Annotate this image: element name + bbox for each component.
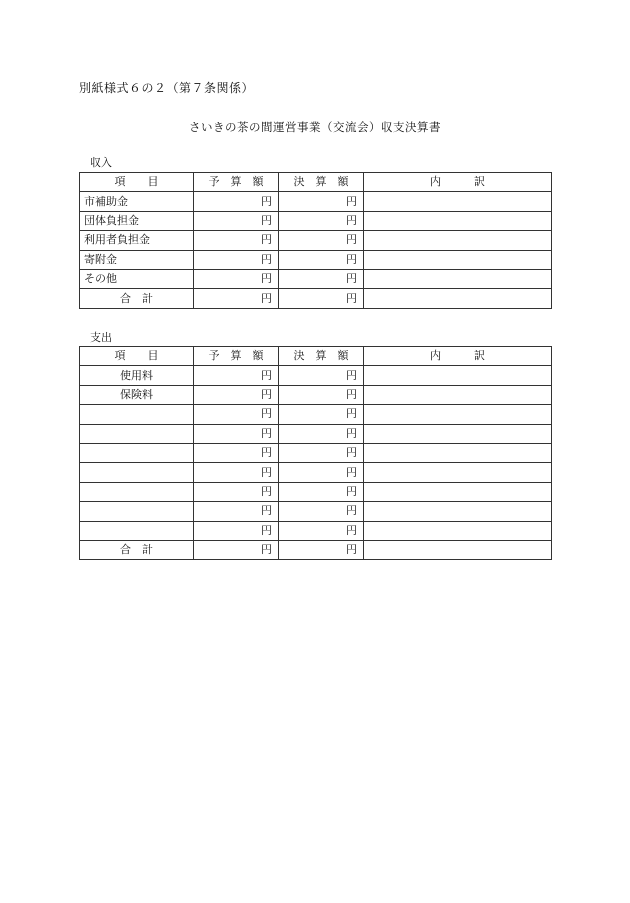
income-header-row xyxy=(80,173,552,192)
income-item: その他 xyxy=(80,269,194,288)
expense-budget: 円 xyxy=(194,443,279,462)
expense-budget: 円 xyxy=(194,463,279,482)
expense-budget: 円 xyxy=(194,405,279,424)
income-table xyxy=(79,172,552,309)
income-item: 利用者負担金 xyxy=(80,231,194,250)
expense-detail xyxy=(364,463,552,482)
income-settlement: 円 xyxy=(279,269,364,288)
expense-total-detail xyxy=(364,540,552,559)
income-budget: 円 xyxy=(194,269,279,288)
expense-item: 使用料 xyxy=(80,366,194,385)
header-budget: 予 算 額 xyxy=(194,347,279,366)
expense-header-row xyxy=(80,347,552,366)
income-section-label: 収入 xyxy=(90,156,112,169)
income-item: 寄附金 xyxy=(80,250,194,269)
expense-total-settlement: 円 xyxy=(279,540,364,559)
expense-settlement: 円 xyxy=(279,405,364,424)
income-detail xyxy=(364,269,552,288)
expense-detail xyxy=(364,482,552,501)
header-item: 項 目 xyxy=(80,173,194,192)
expense-budget: 円 xyxy=(194,521,279,540)
expense-settlement: 円 xyxy=(279,502,364,521)
income-detail xyxy=(364,231,552,250)
income-row xyxy=(80,211,552,230)
expense-total-budget: 円 xyxy=(194,540,279,559)
expense-row xyxy=(80,482,552,501)
income-item: 市補助金 xyxy=(80,192,194,211)
income-total-detail xyxy=(364,289,552,308)
expense-settlement: 円 xyxy=(279,482,364,501)
expense-budget: 円 xyxy=(194,366,279,385)
header-settlement: 決 算 額 xyxy=(279,173,364,192)
expense-budget: 円 xyxy=(194,502,279,521)
expense-row xyxy=(80,424,552,443)
expense-row xyxy=(80,521,552,540)
form-number: 別紙様式６の２（第７条関係） xyxy=(79,81,255,95)
income-row xyxy=(80,192,552,211)
income-budget: 円 xyxy=(194,231,279,250)
expense-table xyxy=(79,346,552,560)
income-row xyxy=(80,250,552,269)
expense-item xyxy=(80,443,194,462)
income-settlement: 円 xyxy=(279,211,364,230)
expense-settlement: 円 xyxy=(279,366,364,385)
expense-budget: 円 xyxy=(194,385,279,404)
expense-row xyxy=(80,405,552,424)
income-total-settlement: 円 xyxy=(279,289,364,308)
header-budget: 予 算 額 xyxy=(194,173,279,192)
income-detail xyxy=(364,211,552,230)
expense-settlement: 円 xyxy=(279,385,364,404)
income-settlement: 円 xyxy=(279,250,364,269)
expense-detail xyxy=(364,521,552,540)
income-total-label: 合 計 xyxy=(80,289,194,308)
income-budget: 円 xyxy=(194,250,279,269)
expense-detail xyxy=(364,366,552,385)
expense-total-label: 合 計 xyxy=(80,540,194,559)
income-item: 団体負担金 xyxy=(80,211,194,230)
income-row xyxy=(80,231,552,250)
income-settlement: 円 xyxy=(279,231,364,250)
income-budget: 円 xyxy=(194,211,279,230)
income-row xyxy=(80,269,552,288)
expense-row xyxy=(80,463,552,482)
income-total-row xyxy=(80,289,552,308)
expense-budget: 円 xyxy=(194,482,279,501)
expense-item: 保険料 xyxy=(80,385,194,404)
expense-row xyxy=(80,385,552,404)
expense-item xyxy=(80,463,194,482)
expense-item xyxy=(80,405,194,424)
income-budget: 円 xyxy=(194,192,279,211)
expense-settlement: 円 xyxy=(279,521,364,540)
expense-item xyxy=(80,482,194,501)
income-settlement: 円 xyxy=(279,192,364,211)
income-total-budget: 円 xyxy=(194,289,279,308)
income-detail xyxy=(364,250,552,269)
expense-detail xyxy=(364,424,552,443)
header-detail: 内 訳 xyxy=(364,173,552,192)
expense-settlement: 円 xyxy=(279,443,364,462)
expense-row xyxy=(80,443,552,462)
expense-item xyxy=(80,502,194,521)
expense-row xyxy=(80,366,552,385)
expense-item xyxy=(80,424,194,443)
expense-detail xyxy=(364,405,552,424)
expense-total-row xyxy=(80,540,552,559)
expense-settlement: 円 xyxy=(279,463,364,482)
header-settlement: 決 算 額 xyxy=(279,347,364,366)
document-title: さいきの茶の間運営事業（交流会）収支決算書 xyxy=(189,120,441,134)
expense-row xyxy=(80,502,552,521)
income-detail xyxy=(364,192,552,211)
expense-detail xyxy=(364,443,552,462)
expense-settlement: 円 xyxy=(279,424,364,443)
expense-item xyxy=(80,521,194,540)
expense-detail xyxy=(364,502,552,521)
expense-budget: 円 xyxy=(194,424,279,443)
header-detail: 内 訳 xyxy=(364,347,552,366)
expense-section-label: 支出 xyxy=(90,331,112,344)
header-item: 項 目 xyxy=(80,347,194,366)
expense-detail xyxy=(364,385,552,404)
